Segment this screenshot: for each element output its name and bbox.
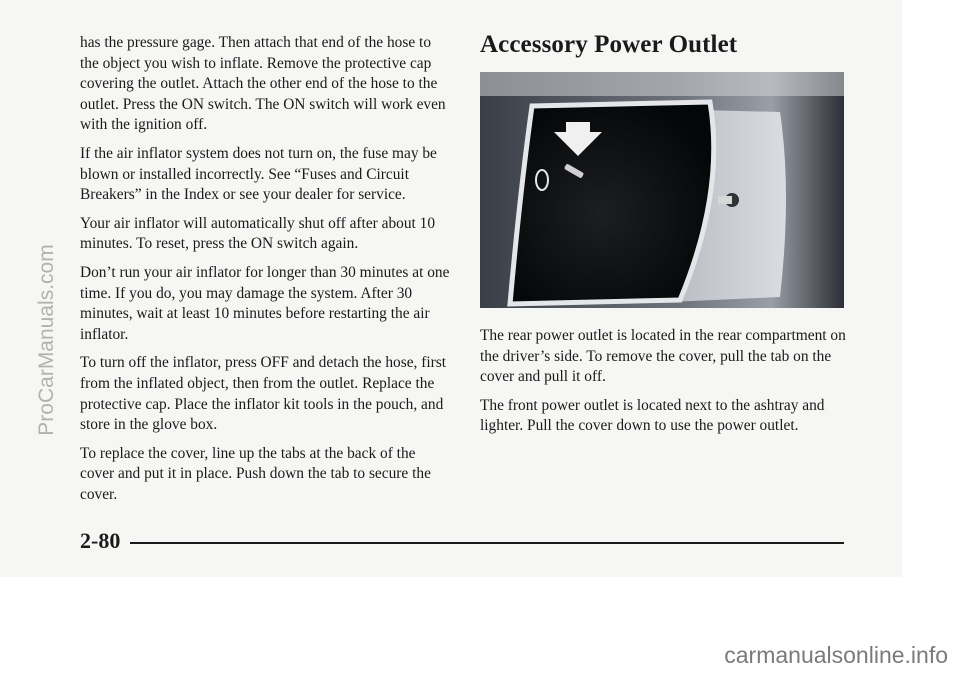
paragraph-inflate-steps: has the pressure gage. Then attach that end of the hose to the object you wish to inflate. Remove the protective cap covering the outlet. Attach the other end of the hose to the outlet. Press the ON switch. The ON switch will work even with the ignition off. bbox=[80, 34, 446, 134]
right-column bbox=[480, 30, 854, 445]
paragraph-front-outlet: The front power outlet is located next to the ashtray and lighter. Pull the cover down to use the power outlet. bbox=[480, 396, 825, 435]
paragraph-fuse: If the air inflator system does not turn on, the fuse may be blown or installed incorrectly. See “Fuses and Circuit Breakers” in the Index or see your dealer for service. bbox=[80, 144, 437, 204]
paragraph-replace-cover: To replace the cover, line up the tabs at the back of the cover and put it in place. Push down the tab to secure the cover. bbox=[80, 444, 431, 503]
power-outlet-photo bbox=[480, 72, 844, 308]
side-watermark bbox=[36, 150, 58, 530]
section-heading: Accessory Power Outlet bbox=[480, 31, 738, 58]
bottom-watermark: carmanualsonline.info bbox=[724, 642, 948, 668]
page-number: 2-80 bbox=[80, 528, 121, 553]
side-watermark-text: ProCarManuals.com bbox=[35, 244, 58, 436]
paragraph-auto-shutoff: Your air inflator will automatically shut off after about 10 minutes. To reset, press the ON switch again. bbox=[80, 214, 436, 253]
paragraph-rear-outlet: The rear power outlet is located in the rear compartment on the driver’s side. To remove the cover, pull the tab on the cover and pull it off. bbox=[480, 327, 846, 386]
power-outlet-illustration bbox=[480, 72, 844, 308]
paragraph-time-limit: Don’t run your air inflator for longer than 30 minutes at one time. If you do, you may damage the system. After 30 minutes, wait at least 10 minutes before restarting the air inflator. bbox=[80, 263, 450, 343]
footer-rule bbox=[130, 542, 844, 544]
paragraph-turn-off: To turn off the inflator, press OFF and detach the hose, first from the inflated object, then from the outlet. Replace the protective cap. Place the inflator kit tools in the pouch, and store in the glove box. bbox=[80, 354, 447, 434]
left-column bbox=[80, 33, 452, 513]
